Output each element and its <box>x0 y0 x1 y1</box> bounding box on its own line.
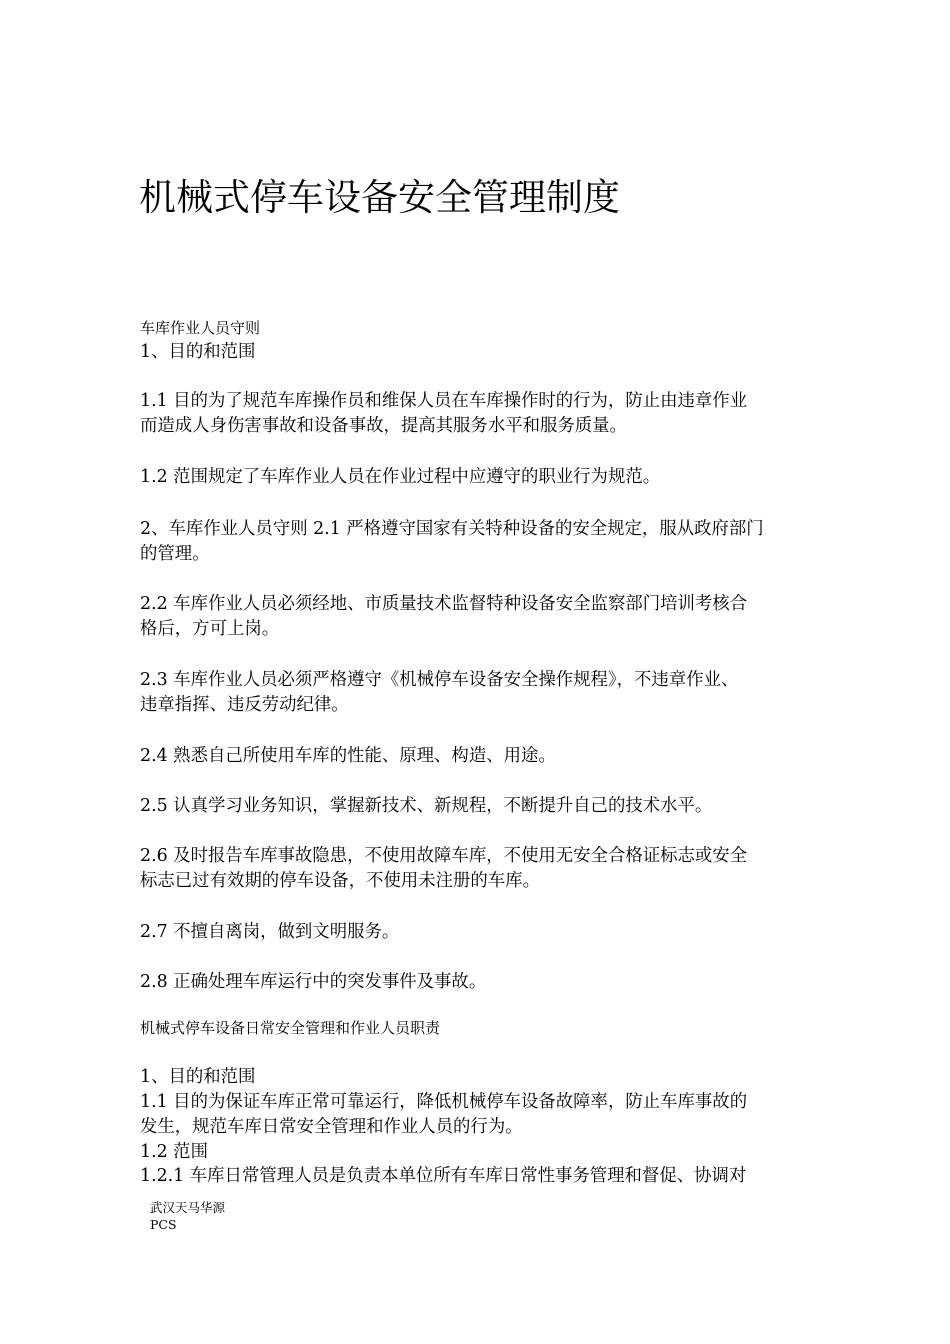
paragraph-line: 而造成人身伤害事故和设备事故，提高其服务水平和服务质量。 <box>140 416 627 436</box>
paragraph-line: 的管理。 <box>140 544 210 564</box>
paragraph-line: 2、车库作业人员守则 2.1 严格遵守国家有关特种设备的安全规定，服从政府部门 <box>140 519 764 539</box>
paragraph-line: 标志已过有效期的停车设备，不使用未注册的车库。 <box>140 871 540 891</box>
paragraph-line: 1.2 范围 <box>140 1142 208 1162</box>
paragraph-line: 发生，规范车库日常安全管理和作业人员的行为。 <box>140 1117 523 1137</box>
paragraph-line: 2.6 及时报告车库事故隐患，不使用故障车库，不使用无安全合格证标志或安全 <box>140 846 748 866</box>
paragraph-line: 1.2 范围规定了车库作业人员在作业过程中应遵守的职业行为规范。 <box>140 467 661 487</box>
paragraph-line: 2.3 车库作业人员必须严格遵守《机械停车设备安全操作规程》，不违章作业、 <box>140 670 739 690</box>
paragraph-line: 1.2.1 车库日常管理人员是负责本单位所有车库日常性事务管理和督促、协调对 <box>140 1166 747 1186</box>
paragraph-line: 2.7 不擅自离岗，做到文明服务。 <box>140 922 400 942</box>
paragraph-line: 2.8 正确处理车库运行中的突发事件及事故。 <box>140 972 487 992</box>
paragraph-line: 2.5 认真学习业务知识，掌握新技术、新规程，不断提升自己的技术水平。 <box>140 796 713 816</box>
paragraph-line: 1.1 目的为保证车库正常可靠运行，降低机械停车设备故障率，防止车库事故的 <box>140 1092 748 1112</box>
section-heading: 机械式停车设备日常安全管理和作业人员职责 <box>140 1019 441 1037</box>
paragraph-line: 1.1 目的为了规范车库操作员和维保人员在车库操作时的行为，防止由违章作业 <box>140 391 748 411</box>
paragraph-line: 格后，方可上岗。 <box>140 619 280 639</box>
footer-company: 武汉天马华源 <box>150 1200 226 1215</box>
document-title: 机械式停车设备安全管理制度 <box>139 176 620 219</box>
footer-code: PCS <box>150 1217 177 1232</box>
paragraph-line: 1、目的和范围 <box>140 342 256 362</box>
section-heading: 车库作业人员守则 <box>140 319 261 337</box>
paragraph-line: 2.2 车库作业人员必须经地、市质量技术监督特种设备安全监察部门培训考核合 <box>140 594 748 614</box>
paragraph-line: 2.4 熟悉自己所使用车库的性能、原理、构造、用途。 <box>140 746 556 766</box>
paragraph-line: 违章指挥、违反劳动纪律。 <box>140 695 349 715</box>
paragraph-line: 1、目的和范围 <box>140 1067 256 1087</box>
